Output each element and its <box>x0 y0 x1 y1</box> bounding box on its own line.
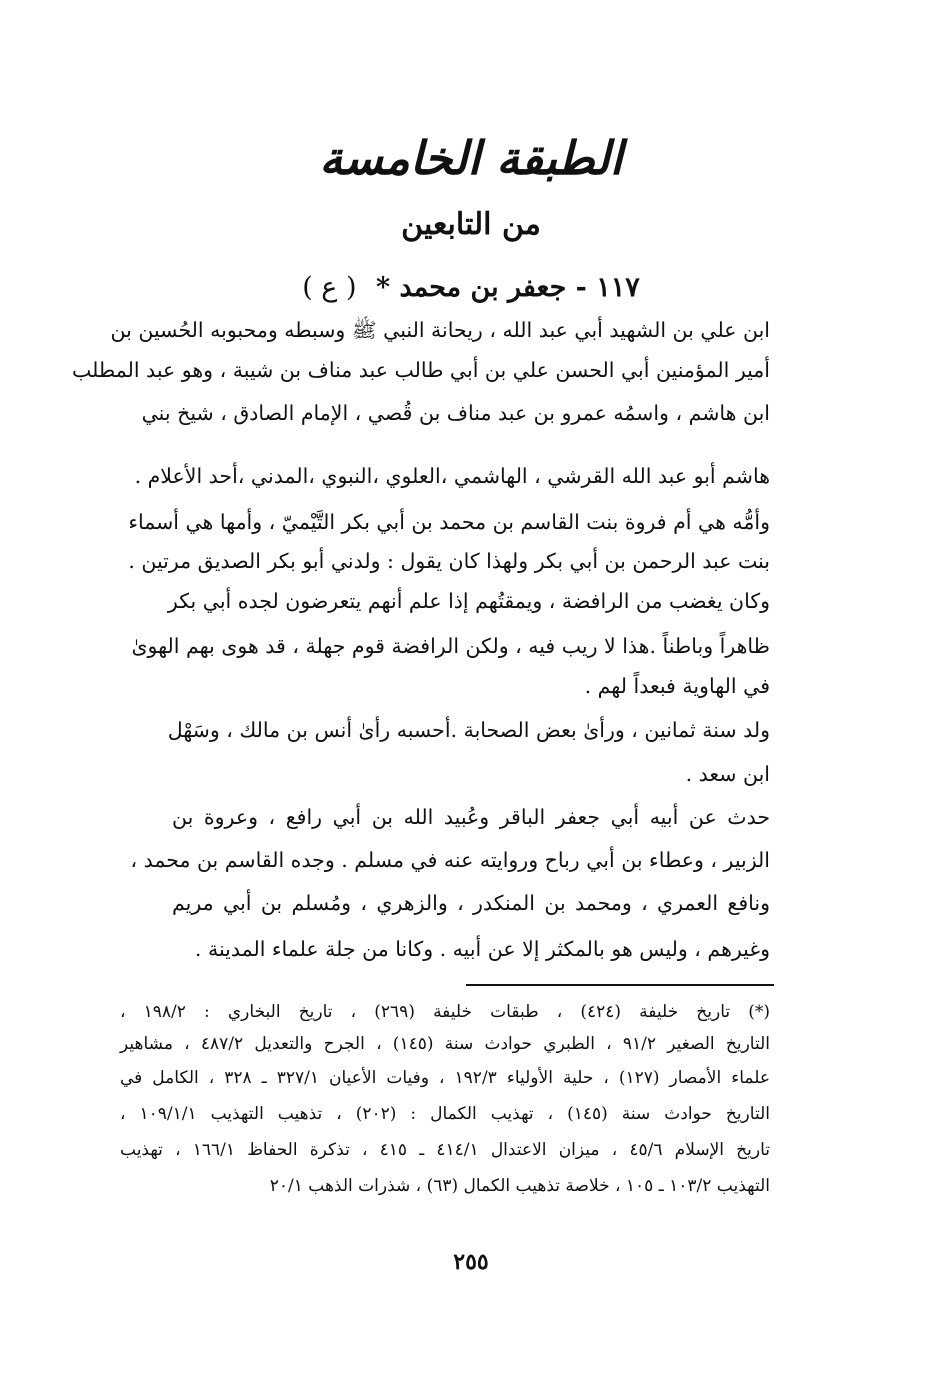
body-line: ابن علي بن الشهيد أبي عبد الله ، ريحانة النبي ﷺ وسبطه ومحبوبه الحُسين بن <box>110 318 770 342</box>
entry-number-and-name: ١١٧ - جعفر بن محمد * <box>375 272 640 303</box>
body-line: أمير المؤمنين أبي الحسن علي بن أبي طالب عبد مناف بن شيبة ، وهو عبد المطلب <box>72 358 770 382</box>
footnote-line: التهذيب ١٠٣/٢ ـ ١٠٥ ، خلاصة تذهيب الكمال (٦٣) ، شذرات الذهب ٢٠/١ <box>269 1176 770 1196</box>
footnote-line: علماء الأمصار (١٢٧) ، حلية الأولياء ١٩٢/٣ ، وفيات الأعيان ٣٢٧/١ ـ ٣٢٨ ، الكامل في <box>120 1068 770 1088</box>
body-line: هاشم أبو عبد الله القرشي ، الهاشمي ،العلوي ،النبوي ،المدني ،أحد الأعلام . <box>134 464 770 488</box>
page-number: ٢٥٥ <box>453 1249 489 1275</box>
section-subtitle: من التابعين <box>401 207 541 242</box>
body-line: وأمُّه هي أم فروة بنت القاسم بن محمد بن أبي بكر التَّيْميّ ، وأمها هي أسماء <box>128 510 770 534</box>
body-line: في الهاوية فبعداً لهم . <box>584 674 770 698</box>
footnote-line: التاريخ الصغير ٩١/٢ ، الطبري حوادث سنة (١٤٥) ، الجرح والتعديل ٤٨٧/٢ ، مشاهير <box>120 1034 770 1054</box>
footnote-divider <box>466 984 774 986</box>
body-line: حدث عن أبيه أبي جعفر الباقر وعُبيد الله بن أبي رافع ، وعروة بن <box>172 805 770 829</box>
body-line: بنت عبد الرحمن بن أبي بكر ولهذا كان يقول : ولدني أبو بكر الصديق مرتين . <box>128 549 770 573</box>
body-line: ابن سعد . <box>685 762 770 786</box>
footnote-line: (*) تاريخ خليفة (٤٢٤) ، طبقات خليفة (٢٦٩) ، تاريخ البخاري : ١٩٨/٢ ، <box>120 1002 770 1022</box>
section-title: الطبقة الخامسة <box>319 131 623 185</box>
footnote-line: التاريخ حوادث سنة (١٤٥) ، تهذيب الكمال : (٢٠٢) ، تذهيب التهذيب ١٠٩/١/١ ، <box>120 1104 770 1124</box>
body-line: ظاهراً وباطناً .هذا لا ريب فيه ، ولكن الرافضة قوم جهلة ، قد هوى بهم الهوىٰ <box>131 634 770 658</box>
body-line: ابن هاشم ، واسمُه عمرو بن عبد مناف بن قُصي ، الإمام الصادق ، شيخ بني <box>141 401 770 425</box>
body-line: وكان يغضب من الرافضة ، ويمقتُهم إذا علم أنهم يتعرضون لجده أبي بكر <box>167 589 770 613</box>
entry-heading <box>0 266 942 310</box>
body-line: ونافع العمري ، ومحمد بن المنكدر ، والزهري ، ومُسلم بن أبي مريم <box>172 891 770 915</box>
body-line: وغيرهم ، وليس هو بالمكثر إلا عن أبيه . وكانا من جلة علماء المدينة . <box>194 937 770 961</box>
entry-code: ( ع ) <box>302 272 357 303</box>
body-line: ولد سنة ثمانين ، ورأىٰ بعض الصحابة .أحسبه رأىٰ أنس بن مالك ، وسَهْل <box>167 718 770 742</box>
body-line: الزبير ، وعطاء بن أبي رباح وروايته عنه في مسلم . وجده القاسم بن محمد ، <box>130 848 770 872</box>
footnote-line: تاريخ الإسلام ٤٥/٦ ، ميزان الاعتدال ٤١٤/١ ـ ٤١٥ ، تذكرة الحفاظ ١٦٦/١ ، تهذيب <box>120 1140 771 1160</box>
